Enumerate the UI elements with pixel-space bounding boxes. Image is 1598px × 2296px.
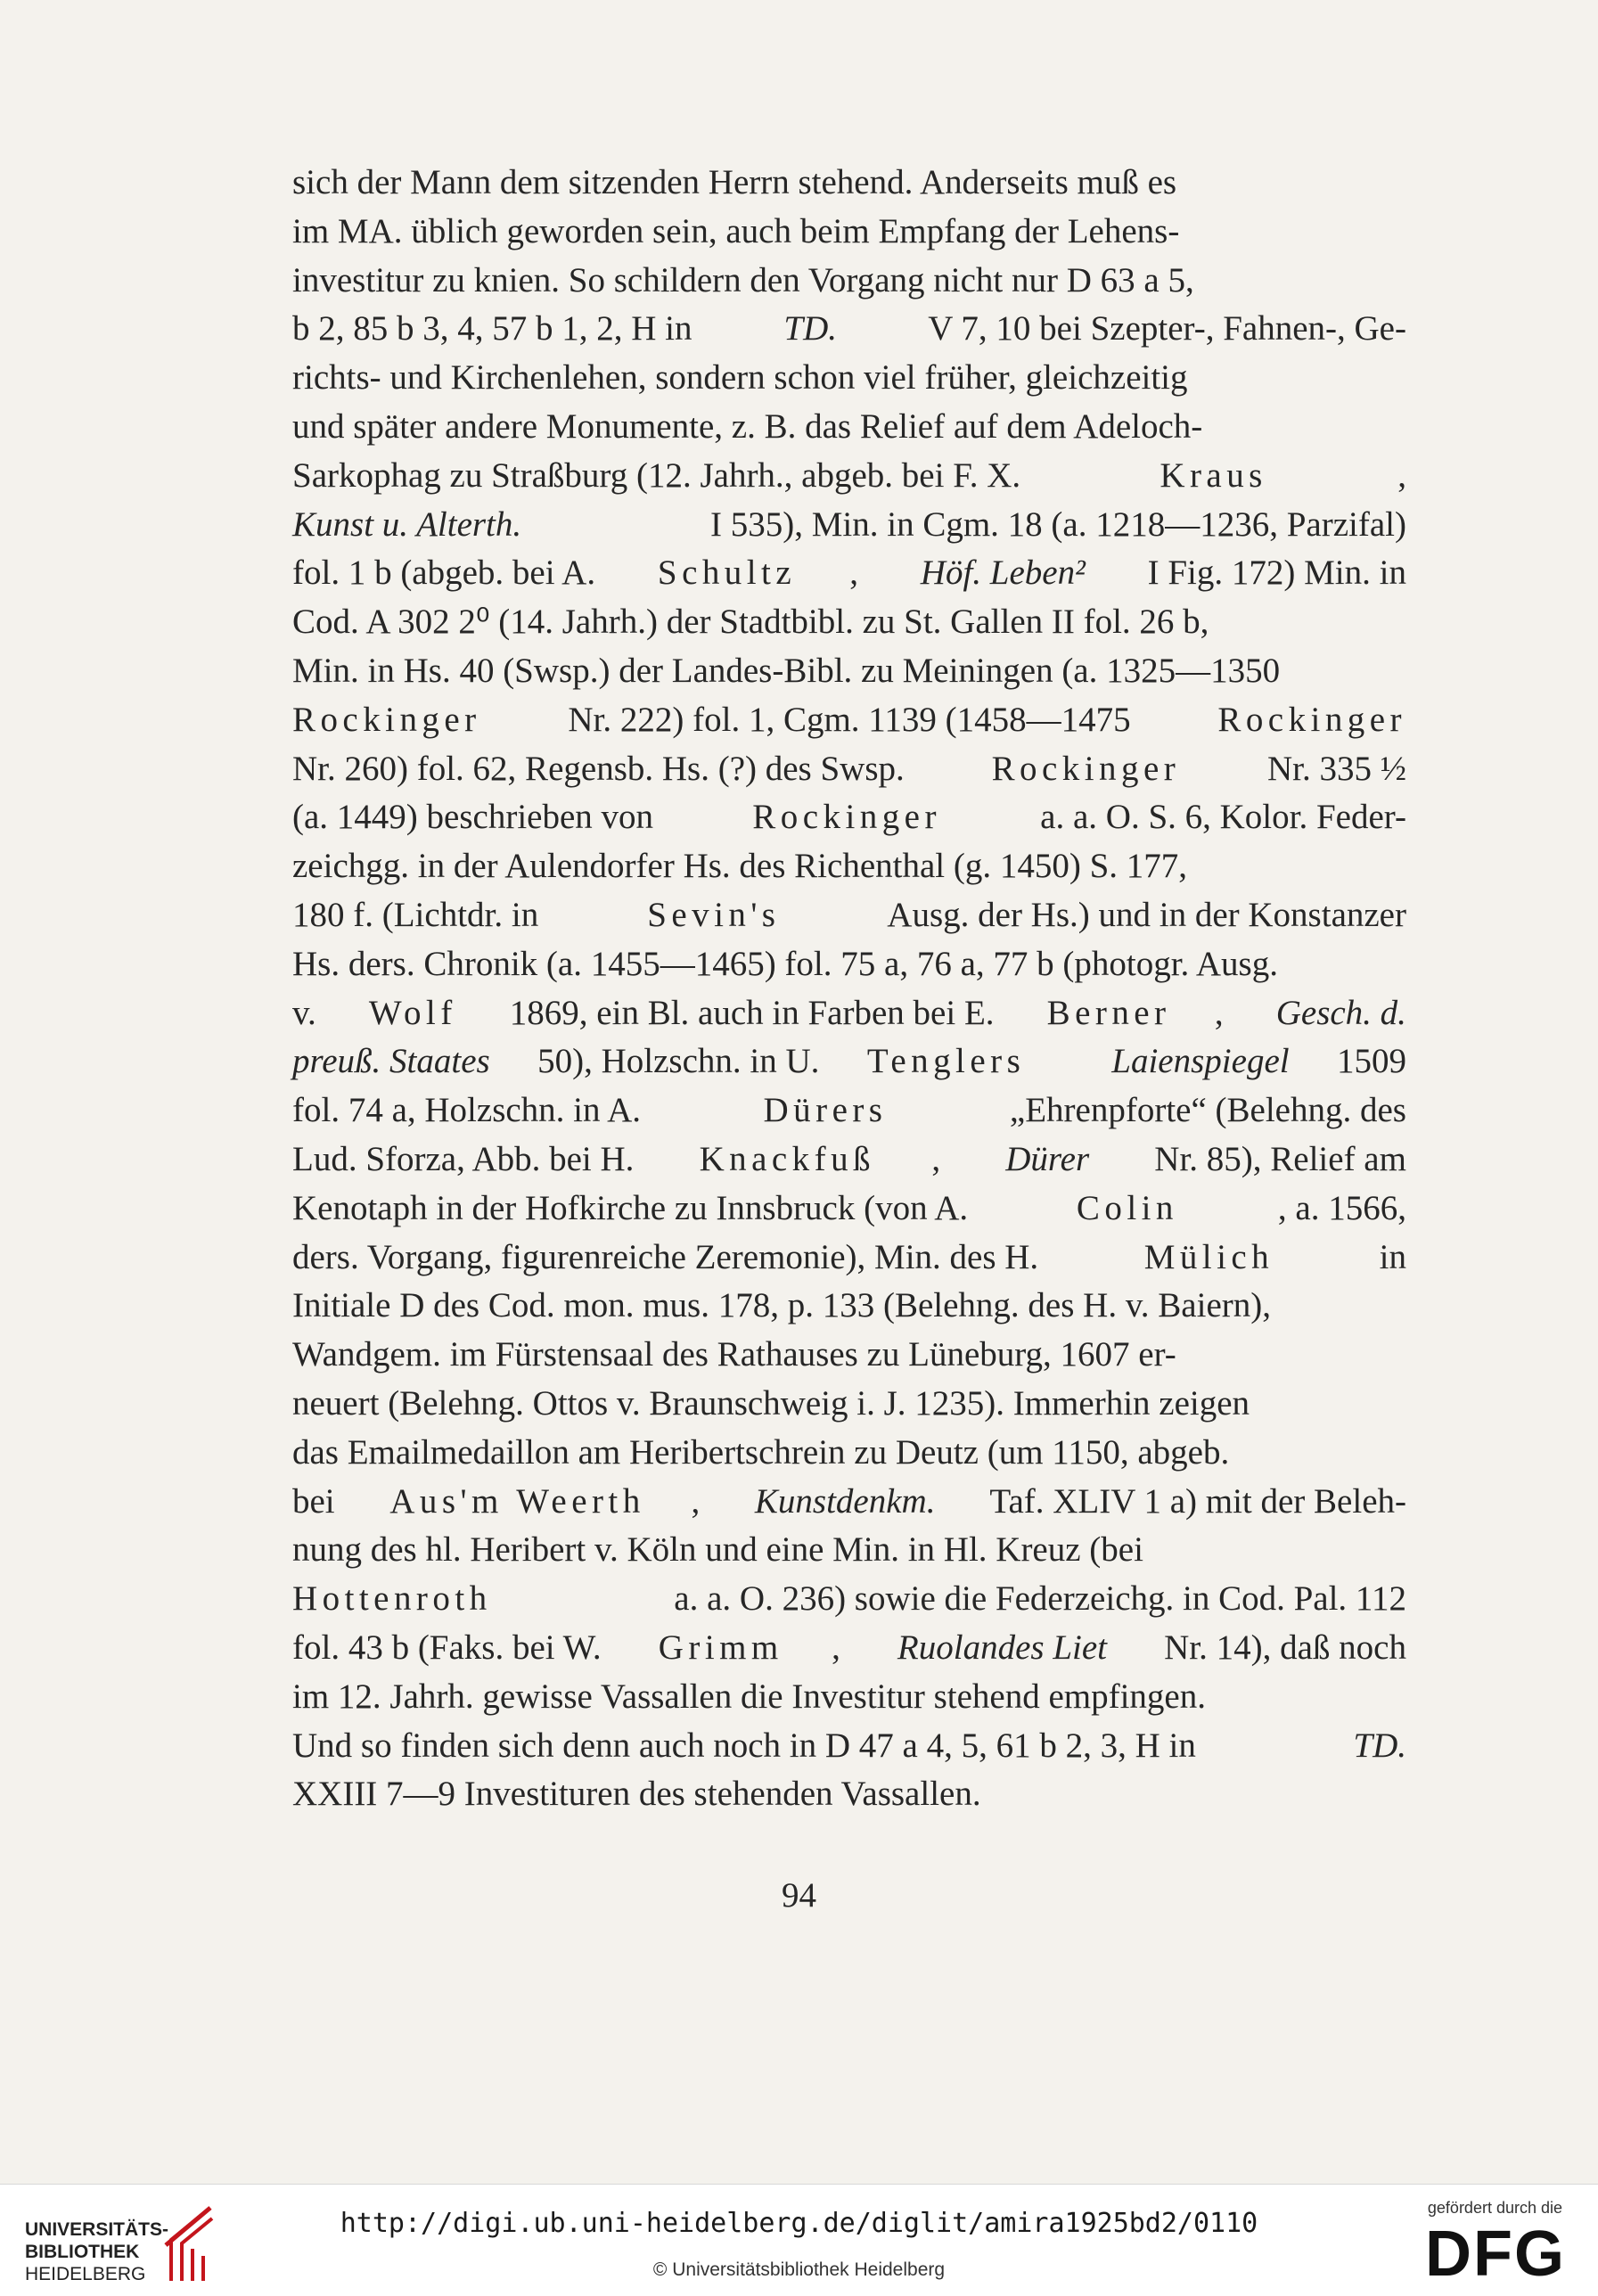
permalink-url[interactable]: http://digi.ub.uni-heidelberg.de/diglit/amira1925bd2/0110 xyxy=(340,2208,1258,2239)
text-line xyxy=(292,842,1406,891)
text-segment: das Emailmedaillon am Heribertschrein zu Deutz (um 1150, abgeb. xyxy=(292,1432,1230,1472)
text-segment: Ruolandes Liet xyxy=(897,1628,1107,1667)
text-segment: Höf. Leben² xyxy=(920,554,1086,593)
text-segment: Nr. 260) fol. 62, Regensb. Hs. (?) des Swsp. xyxy=(292,749,914,788)
text-line xyxy=(292,501,1406,550)
dfg-logo: DFG xyxy=(1425,2218,1566,2290)
text-segment: Schultz xyxy=(657,554,797,593)
text-line xyxy=(292,891,1406,940)
text-segment: , xyxy=(691,1481,709,1521)
text-segment: , xyxy=(1214,993,1233,1032)
library-name-line2: BIBLIOTHEK xyxy=(25,2242,140,2262)
viewer-footer xyxy=(0,2184,1598,2296)
text-line xyxy=(292,549,1406,598)
text-segment: XXIII 7—9 Investituren des stehenden Vassallen. xyxy=(292,1775,981,1814)
text-segment: , xyxy=(832,1628,849,1667)
text-line xyxy=(292,1380,1406,1429)
text-segment: TD. xyxy=(1353,1726,1406,1765)
text-line xyxy=(292,1673,1406,1722)
text-segment xyxy=(1064,1037,1073,1086)
text-line xyxy=(292,1136,1406,1185)
text-segment: I Fig. 172) Min. in xyxy=(1138,554,1406,593)
text-segment: Taf. XLIV 1 a) mit der Beleh- xyxy=(981,1481,1406,1521)
text-line xyxy=(292,159,1406,208)
text-segment: Lud. Sforza, Abb. bei H. xyxy=(292,1139,643,1178)
text-segment: Gesch. d. xyxy=(1275,993,1406,1032)
text-line xyxy=(292,989,1406,1038)
text-segment: TD. xyxy=(783,309,838,348)
text-segment: Und so finden sich denn auch noch in D 47 a 4, 5, 61 b 2, 3, H in xyxy=(292,1726,1205,1765)
text-segment: Hottenroth xyxy=(292,1579,492,1619)
text-segment: Sevin's xyxy=(647,895,781,934)
text-segment: Nr. 14), daß noch xyxy=(1155,1628,1406,1667)
text-segment: Sarkophag zu Straßburg (12. Jahrh., abgeb. bei F. X. xyxy=(292,455,1029,495)
text-segment: Kunstdenkm. xyxy=(754,1481,936,1521)
text-segment: 50), Holzschn. in U. xyxy=(529,1042,829,1081)
text-segment: a. a. O. S. 6, Kolor. Feder- xyxy=(1031,798,1406,837)
text-segment: Dürers xyxy=(763,1091,888,1130)
text-segment: Cod. A 302 2⁰ (14. Jahrh.) der Stadtbibl. zu St. Gallen II fol. 26 b, xyxy=(292,603,1209,642)
text-segment: I 535), Min. in Cgm. 18 (a. 1218—1236, Parzifal) xyxy=(701,504,1406,544)
text-line xyxy=(292,745,1406,794)
text-segment: Colin xyxy=(1076,1188,1178,1227)
text-segment: Rockinger xyxy=(752,798,941,837)
text-segment: nung des hl. Heribert v. Köln und eine Min. in Hl. Kreuz (bei xyxy=(292,1530,1143,1570)
text-line xyxy=(292,1185,1406,1234)
text-segment: ders. Vorgang, figurenreiche Zeremonie), Min. des H. xyxy=(292,1237,1047,1276)
text-segment: Rockinger xyxy=(292,700,481,739)
text-segment: v. xyxy=(292,993,325,1032)
text-line xyxy=(292,1429,1406,1478)
text-segment: Rockinger xyxy=(1217,700,1406,739)
text-segment: , xyxy=(849,554,867,593)
text-line xyxy=(292,354,1406,403)
text-segment: , xyxy=(1397,455,1406,495)
text-segment: und später andere Monumente, z. B. das Relief auf dem Adeloch- xyxy=(292,406,1203,446)
text-segment: , a. 1566, xyxy=(1277,1188,1406,1227)
text-line xyxy=(292,598,1406,647)
text-segment: investitur zu knien. So schildern den Vorgang nicht nur D 63 a 5, xyxy=(292,260,1194,299)
text-segment: Mülich xyxy=(1143,1237,1274,1276)
text-segment: Nr. 222) fol. 1, Cgm. 1139 (1458—1475 xyxy=(559,700,1140,739)
text-line xyxy=(292,647,1406,696)
text-line xyxy=(292,1331,1406,1380)
body-text xyxy=(292,159,1406,1819)
text-line xyxy=(292,1526,1406,1575)
text-segment: V 7, 10 bei Szepter-, Fahnen-, Ge- xyxy=(920,309,1406,348)
text-segment: bei xyxy=(292,1481,344,1521)
text-segment: Hs. ders. Chronik (a. 1455—1465) fol. 75 a, 76 a, 77 b (photogr. Ausg. xyxy=(292,944,1278,983)
text-line xyxy=(292,1624,1406,1673)
funding-caption: gefördert durch die xyxy=(1427,2199,1562,2217)
text-line xyxy=(292,1282,1406,1331)
text-segment: , xyxy=(931,1139,949,1178)
text-line xyxy=(292,696,1406,745)
text-segment: Initiale D des Cod. mon. mus. 178, p. 133 (Belehng. des H. v. Baiern), xyxy=(292,1286,1271,1325)
library-name-line3: HEIDELBERG xyxy=(25,2264,146,2284)
text-segment: Tenglers xyxy=(866,1042,1026,1081)
text-segment: Knackfuß xyxy=(699,1139,876,1178)
text-line xyxy=(292,1770,1406,1819)
text-segment: Wandgem. im Fürstensaal des Rathauses zu Lüneburg, 1607 er- xyxy=(292,1335,1176,1374)
text-segment: Dürer xyxy=(1005,1139,1090,1178)
text-segment: Wolf xyxy=(368,993,457,1032)
text-segment: Nr. 85), Relief am xyxy=(1145,1139,1406,1178)
text-line xyxy=(292,1086,1406,1136)
text-line xyxy=(292,452,1406,501)
text-segment: zeichgg. in der Aulendorfer Hs. des Richenthal (g. 1450) S. 177, xyxy=(292,847,1188,886)
text-segment: Grimm xyxy=(658,1628,783,1667)
text-line xyxy=(292,403,1406,452)
copyright-notice: © Universitätsbibliothek Heidelberg xyxy=(652,2259,946,2280)
text-line xyxy=(292,305,1406,354)
text-segment: Laienspiegel xyxy=(1111,1042,1290,1081)
text-segment: Berner xyxy=(1046,993,1171,1032)
text-segment: 1869, ein Bl. auch in Farben bei E. xyxy=(501,993,1004,1032)
text-segment: im MA. üblich geworden sein, auch beim Empfang der Lehens- xyxy=(292,211,1180,250)
text-segment: Min. in Hs. 40 (Swsp.) der Landes-Bibl. zu Meiningen (a. 1325—1350 xyxy=(292,651,1281,690)
text-line xyxy=(292,1037,1406,1086)
text-segment: neuert (Belehng. Ottos v. Braunschweig i. J. 1235). Immerhin zeigen xyxy=(292,1383,1250,1423)
text-line xyxy=(292,1234,1406,1283)
text-segment: Ausg. der Hs.) und in der Konstanzer xyxy=(880,895,1406,934)
text-line xyxy=(292,940,1406,989)
text-segment: im 12. Jahrh. gewisse Vassallen die Investitur stehend empfingen. xyxy=(292,1677,1206,1716)
text-segment: fol. 74 a, Holzschn. in A. xyxy=(292,1091,650,1130)
text-line xyxy=(292,1478,1406,1527)
text-segment: in xyxy=(1370,1237,1406,1276)
text-segment: Aus'm Weerth xyxy=(389,1481,645,1521)
text-segment: Kenotaph in der Hofkirche zu Innsbruck (von A. xyxy=(292,1188,977,1227)
text-segment: Nr. 335 ½ xyxy=(1258,749,1406,788)
text-line xyxy=(292,208,1406,257)
text-segment: (a. 1449) beschrieben von xyxy=(292,798,662,837)
text-segment: b 2, 85 b 3, 4, 57 b 1, 2, H in xyxy=(292,309,701,348)
text-segment: 1509 xyxy=(1328,1042,1406,1081)
text-segment: preuß. Staates xyxy=(292,1042,490,1081)
text-segment: 180 f. (Lichtdr. in xyxy=(292,895,547,934)
page-number: 94 xyxy=(782,1876,816,1915)
text-segment: Rockinger xyxy=(991,749,1181,788)
text-segment: richts- und Kirchenlehen, sondern schon viel früher, gleichzeitig xyxy=(292,358,1188,398)
text-segment: fol. 43 b (Faks. bei W. xyxy=(292,1628,611,1667)
text-line xyxy=(292,793,1406,842)
text-line xyxy=(292,257,1406,306)
library-name-line1: UNIVERSITÄTS- xyxy=(25,2219,169,2240)
text-segment: sich der Mann dem sitzenden Herrn stehend. Anderseits muß es xyxy=(292,163,1177,201)
text-segment: Kunst u. Alterth. xyxy=(292,504,522,544)
text-line xyxy=(292,1722,1406,1771)
text-segment: a. a. O. 236) sowie die Federzeichg. in Cod. Pal. 112 xyxy=(665,1579,1406,1619)
text-line xyxy=(292,1575,1406,1624)
text-segment: „Ehrenpforte“ (Belehng. des xyxy=(1001,1091,1406,1130)
text-segment: fol. 1 b (abgeb. bei A. xyxy=(292,554,604,593)
text-segment: Kraus xyxy=(1160,455,1267,495)
